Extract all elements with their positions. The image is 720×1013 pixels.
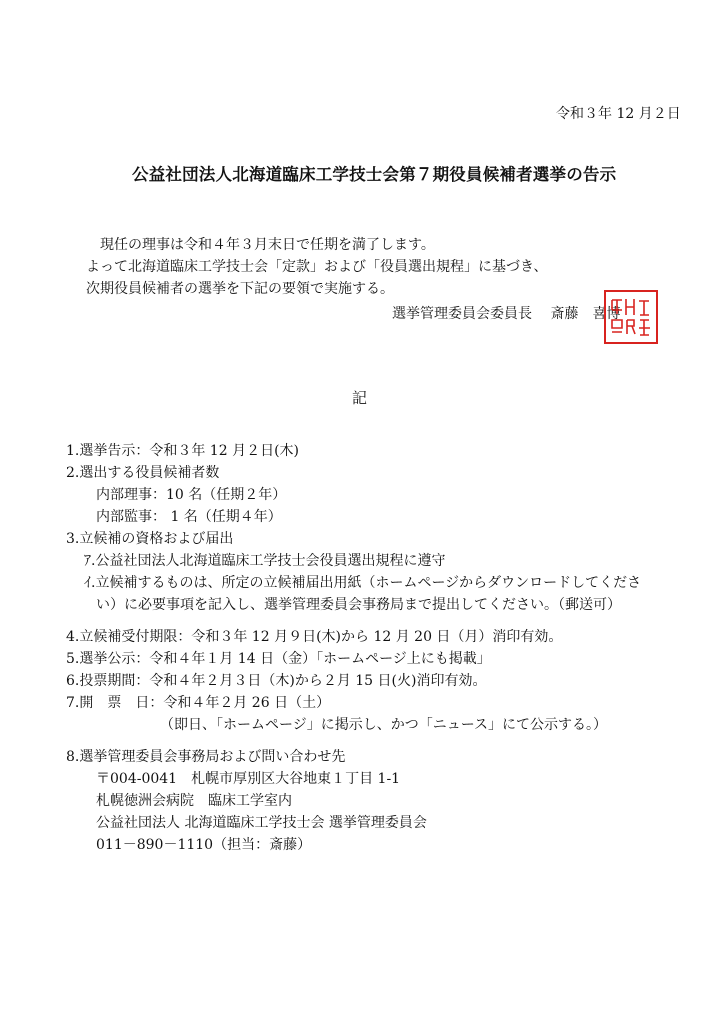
ki-heading: 記	[352, 389, 368, 407]
contact-organization: 公益社団法人 北海道臨床工学技士会 選挙管理委員会	[96, 815, 427, 831]
item-6: 6.投票期間：令和４年２月３日（木)から２月 15 日(火)消印有効。	[66, 673, 487, 689]
official-seal-stamp	[604, 290, 658, 344]
intro-line-3: 次期役員候補者の選挙を下記の要領で実施する。	[86, 281, 394, 297]
item-1: 1.選挙告示：令和３年 12 月２日(木)	[66, 443, 299, 459]
issue-date: 令和３年 12 月２日	[556, 106, 681, 122]
contact-phone: 011－890－1110（担当：斎藤）	[96, 837, 312, 853]
item-2: 2.選出する役員候補者数	[66, 465, 220, 481]
item-3-b-line-1: ｲ.立候補するものは、所定の立候補届出用紙（ホームページからダウンロードしてくださ	[84, 575, 642, 591]
item-2-auditors: 内部監事： 1 名（任期４年）	[96, 509, 282, 525]
item-8: 8.選挙管理委員会事務局および問い合わせ先	[66, 749, 346, 765]
intro-line-1: 現任の理事は令和４年３月末日で任期を満了します。	[100, 237, 435, 253]
item-3-a: ｱ.公益社団法人北海道臨床工学技士会役員選出規程に遵守	[84, 553, 446, 569]
item-2-directors: 内部理事：10 名（任期２年）	[96, 487, 287, 503]
document-title: 公益社団法人北海道臨床工学技士会第７期役員候補者選挙の告示	[132, 165, 617, 184]
item-5: 5.選挙公示：令和４年１月 14 日（金）「ホームページ上にも掲載」	[66, 651, 491, 667]
intro-line-2: よって北海道臨床工学技士会「定款」および「役員選出規程」に基づき、	[86, 259, 548, 275]
item-3-b-line-2: い）に必要事項を記入し、選挙管理委員会事務局まで提出してください。（郵送可）	[96, 597, 621, 613]
contact-address: 〒004-0041 札幌市厚別区大谷地東１丁目 1-1	[96, 771, 401, 787]
item-7: 7.開 票 日：令和４年２月 26 日（土）	[66, 695, 331, 711]
contact-hospital: 札幌徳洲会病院 臨床工学室内	[96, 793, 292, 809]
item-4: 4.立候補受付期限：令和３年 12 月９日(木)から 12 月 20 日（月）消印有効。	[66, 629, 563, 645]
signer: 選挙管理委員会委員長 斎藤 喜博	[392, 306, 621, 322]
item-7-note: （即日、「ホームページ」に掲示し、かつ「ニュース」にて公示する。）	[160, 717, 608, 733]
item-3: 3.立候補の資格および届出	[66, 531, 234, 547]
